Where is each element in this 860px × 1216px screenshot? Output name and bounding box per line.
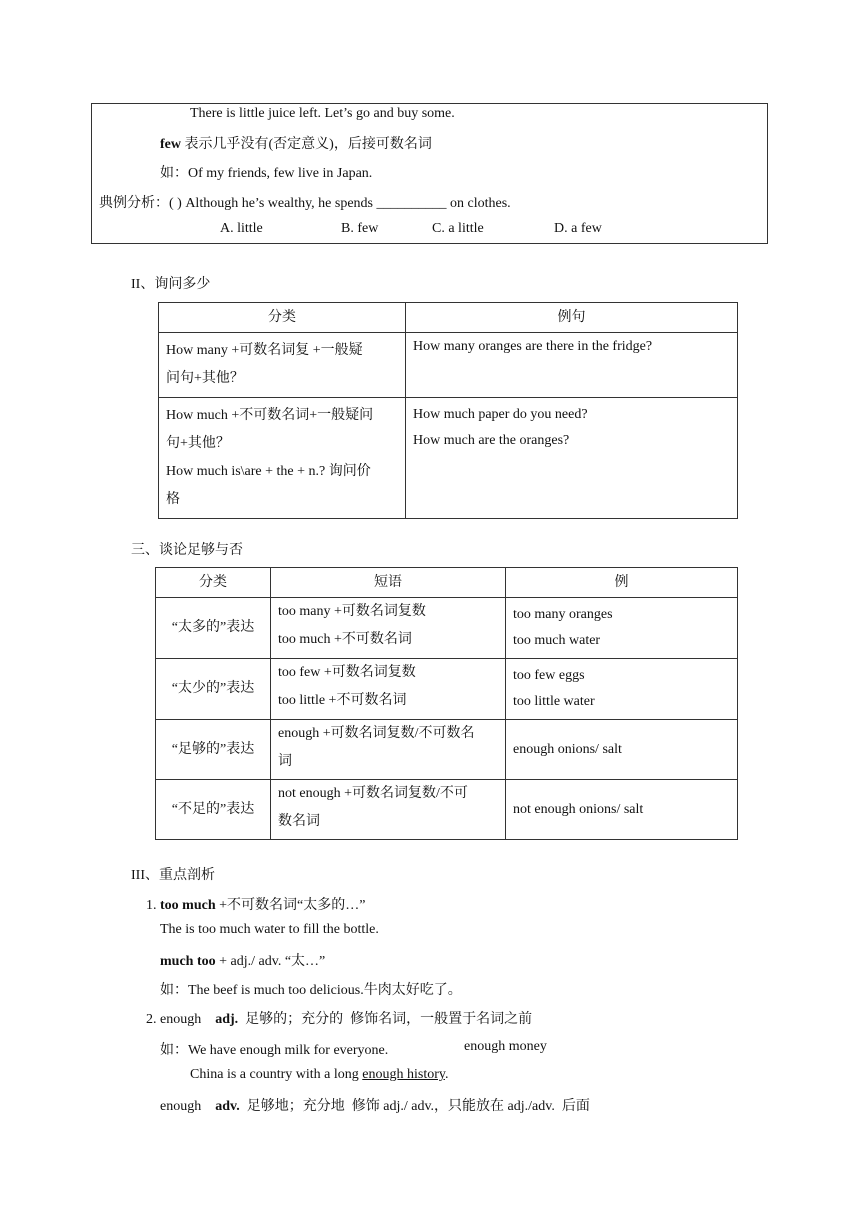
- example-cell: not enough onions/ salt: [506, 780, 738, 840]
- table-row: [156, 780, 738, 840]
- cell-line: too few eggs: [513, 668, 585, 683]
- point-text: 足够地；充分地 修饰 adj./ adv.，只能放在 adj./adv. 后面: [239, 1099, 590, 1114]
- column-header-example: 例句: [406, 303, 738, 333]
- point-3: [160, 1095, 590, 1115]
- example-cell: [506, 659, 738, 720]
- cell-line: too many oranges: [513, 607, 613, 622]
- point-2-example-phrase: enough money: [464, 1039, 547, 1054]
- keyword-adv: adv.: [215, 1099, 240, 1114]
- point-text: enough: [160, 1099, 216, 1114]
- section-heading-3: 三、谈论足够与否: [131, 543, 243, 558]
- table-row: [156, 720, 738, 780]
- example-cell: [506, 598, 738, 659]
- cell-line: How many oranges are there in the fridge?: [413, 339, 653, 354]
- note-line-2-text: 表示几乎没有(否定意义)，后接可数名词: [181, 137, 432, 152]
- table-row: [159, 333, 738, 398]
- note-line-3: 如：Of my friends, few live in Japan.: [160, 166, 373, 181]
- table-row: [156, 598, 738, 659]
- option-a: A. little: [220, 221, 263, 236]
- phrase-cell: [271, 598, 506, 659]
- column-header-example: 例: [506, 568, 738, 598]
- option-d: D. a few: [554, 221, 602, 236]
- keyword-few: few: [160, 137, 181, 152]
- table-header-row: [156, 568, 738, 598]
- note-line-1: There is little juice left. Let’s go and buy some.: [190, 106, 455, 121]
- category-cell: “太少的”表达: [156, 659, 271, 720]
- column-header-category: 分类: [156, 568, 271, 598]
- category-cell: [159, 333, 406, 398]
- phrase-cell: [271, 720, 506, 780]
- cell-line: 数名词: [278, 814, 320, 829]
- point-text: +不可数名词“太多的…”: [215, 898, 366, 913]
- point-1b: [160, 950, 325, 970]
- cell-line: 格: [166, 492, 180, 507]
- cell-line: too much water: [513, 633, 601, 648]
- cell-line: How much are the oranges?: [413, 433, 570, 448]
- point-2-example: 如：We have enough milk for everyone.: [160, 1043, 389, 1058]
- phrase-cell: [271, 659, 506, 720]
- cell-line: How much is\are + the + n.? 询问价: [166, 464, 371, 479]
- point-1b-example: 如：The beef is much too delicious.牛肉太好吃了。: [160, 983, 462, 998]
- keyword-much-too: much too: [160, 954, 216, 969]
- sentence-text: China is a country with a long: [190, 1067, 363, 1082]
- column-header-category: 分类: [159, 303, 406, 333]
- cell-line: 问句+其他？: [166, 371, 244, 386]
- category-cell: “不足的”表达: [156, 780, 271, 840]
- cell-line: How much +不可数名词+一般疑问: [166, 408, 374, 423]
- category-cell: “足够的”表达: [156, 720, 271, 780]
- point-2: [146, 1008, 532, 1028]
- table-row: [156, 659, 738, 720]
- keyword-adj: adj.: [215, 1012, 239, 1027]
- section-heading-iii: III、重点剖析: [131, 868, 215, 883]
- point-1-example: The is too much water to fill the bottle.: [160, 922, 379, 937]
- enough-table: [155, 567, 738, 840]
- cell-line: too little water: [513, 694, 595, 709]
- cell-line: too few +可数名词复数: [278, 665, 416, 680]
- option-c: C. a little: [432, 221, 484, 236]
- option-b: B. few: [341, 221, 379, 236]
- example-cell: [406, 398, 738, 519]
- underlined-phrase: enough history: [362, 1067, 445, 1082]
- column-header-phrase: 短语: [271, 568, 506, 598]
- cell-line: not enough +可数名词复数/不可: [278, 786, 468, 801]
- cell-line: too little +不可数名词: [278, 693, 407, 708]
- cell-line: How many +可数名词复 +一般疑: [166, 343, 363, 358]
- cell-line: too much +不可数名词: [278, 632, 412, 647]
- example-cell: [406, 333, 738, 398]
- section-heading-ii: II、询问多少: [131, 277, 211, 292]
- point-text: + adj./ adv. “太…”: [215, 954, 326, 969]
- table-header-row: [159, 303, 738, 333]
- point-number: 1.: [146, 898, 160, 913]
- phrase-cell: [271, 780, 506, 840]
- cell-line: 词: [278, 754, 292, 769]
- table-row: [159, 398, 738, 519]
- point-text: 2. enough: [146, 1012, 216, 1027]
- note-line-2: [160, 133, 432, 153]
- cell-line: How much paper do you need?: [413, 407, 588, 422]
- point-2-example-2: [190, 1067, 448, 1083]
- point-text: 足够的；充分的 修饰名词，一般置于名词之前: [238, 1012, 533, 1027]
- category-cell: [159, 398, 406, 519]
- cell-line: enough +可数名词复数/不可数名: [278, 726, 475, 741]
- example-cell: enough onions/ salt: [506, 720, 738, 780]
- example-question: 典例分析：( ) Although he’s wealthy, he spends __________ on clothes.: [99, 196, 511, 211]
- cell-line: too many +可数名词复数: [278, 604, 426, 619]
- category-cell: “太多的”表达: [156, 598, 271, 659]
- cell-line: 句+其他？: [166, 436, 230, 451]
- quantity-question-table: [158, 302, 738, 519]
- sentence-text: .: [444, 1067, 449, 1082]
- keyword-too-much: too much: [160, 898, 216, 913]
- point-1: [146, 894, 365, 914]
